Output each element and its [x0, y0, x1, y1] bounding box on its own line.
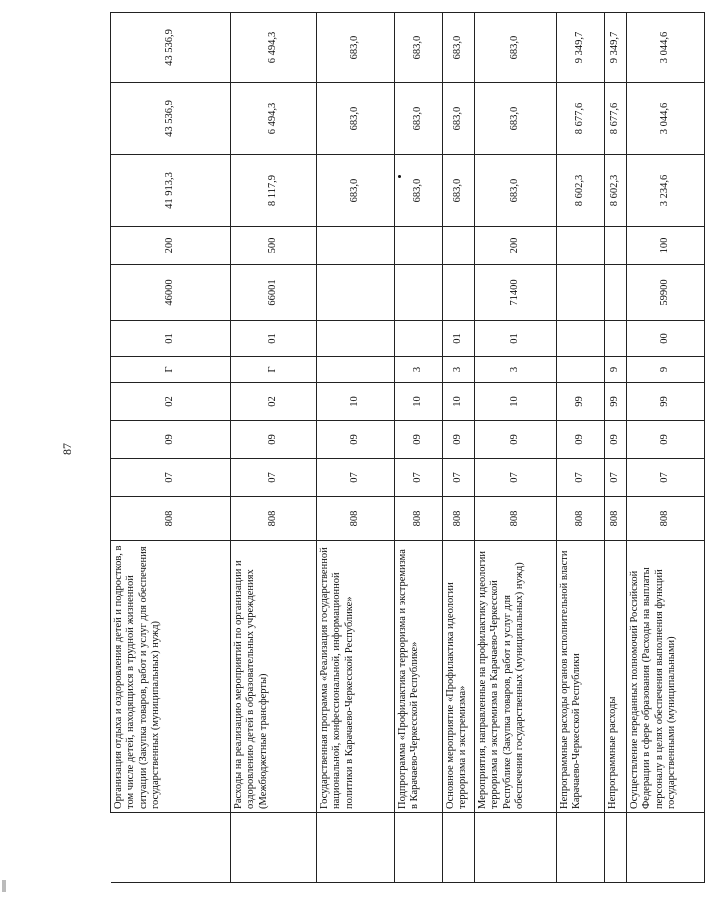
- cell-c1: 10: [475, 383, 557, 421]
- cell-c4: [557, 265, 605, 321]
- cell-v3: 9 349,7: [557, 13, 605, 83]
- cell-c3: 01: [443, 321, 475, 357]
- cell-c1: 10: [317, 383, 395, 421]
- cell-rz: 07: [605, 459, 627, 497]
- cell-v3: 43 536,9: [111, 13, 231, 83]
- cell-ved: 808: [627, 497, 705, 541]
- cell-v2: 683,0: [317, 83, 395, 155]
- blank-leading-cell: [627, 813, 705, 883]
- cell-c2: 9: [605, 357, 627, 383]
- cell-ved: 808: [231, 497, 317, 541]
- cell-c2: 3: [395, 357, 443, 383]
- blank-leading-cell: [475, 813, 557, 883]
- cell-c2: 3: [475, 357, 557, 383]
- cell-c4: [443, 265, 475, 321]
- cell-desc: Расходы на реализацию мероприятий по организации и оздоровлению детей в образовательных учреждениях (Межбюджетные трансферты): [231, 541, 317, 813]
- cell-desc: Непрограммные расходы: [605, 541, 627, 813]
- cell-c3: [557, 321, 605, 357]
- page-number: 87: [60, 443, 74, 455]
- cell-rz: 07: [111, 459, 231, 497]
- cell-desc: Непрограммные расходы органов исполнительной власти Карачаево-Черкесской Республики: [557, 541, 605, 813]
- cell-vr: 200: [111, 227, 231, 265]
- cell-c3: 01: [111, 321, 231, 357]
- cell-vr: [605, 227, 627, 265]
- cell-c3: [317, 321, 395, 357]
- cell-v3: 683,0: [395, 13, 443, 83]
- cell-c4: 66001: [231, 265, 317, 321]
- table-row: [475, 13, 557, 883]
- cell-c3: 00: [627, 321, 705, 357]
- cell-rz: 07: [627, 459, 705, 497]
- budget-table: [110, 12, 705, 883]
- cell-c1: 99: [627, 383, 705, 421]
- cell-pr: 09: [627, 421, 705, 459]
- blank-leading-cell: [395, 813, 443, 883]
- blank-leading-cell: [111, 813, 231, 883]
- cell-c2: Г: [231, 357, 317, 383]
- cell-v1: 683,0: [395, 155, 443, 227]
- cell-v2: 8 677,6: [605, 83, 627, 155]
- cell-c1: 99: [557, 383, 605, 421]
- cell-pr: 09: [475, 421, 557, 459]
- cell-c4: 46000: [111, 265, 231, 321]
- cell-pr: 09: [317, 421, 395, 459]
- cell-rz: 07: [557, 459, 605, 497]
- cell-desc: Основное мероприятие «Профилактика идеологии терроризма и экстремизма»: [443, 541, 475, 813]
- cell-rz: 07: [317, 459, 395, 497]
- cell-v2: 683,0: [443, 83, 475, 155]
- cell-c1: 10: [443, 383, 475, 421]
- cell-pr: 09: [395, 421, 443, 459]
- cell-c1: 10: [395, 383, 443, 421]
- cell-v2: 683,0: [475, 83, 557, 155]
- cell-c2: 3: [443, 357, 475, 383]
- cell-c3: 01: [231, 321, 317, 357]
- table-row: [231, 13, 317, 883]
- blank-leading-cell: [317, 813, 395, 883]
- cell-desc: Государственная программа «Реализация государственной национальной, конфессиональной, информационной политики в Карачаево-Черкесской Республике»: [317, 541, 395, 813]
- cell-v3: 9 349,7: [605, 13, 627, 83]
- cell-ved: 808: [605, 497, 627, 541]
- cell-v1: 8 117,9: [231, 155, 317, 227]
- cell-vr: [557, 227, 605, 265]
- cell-rz: 07: [231, 459, 317, 497]
- cell-vr: 500: [231, 227, 317, 265]
- cell-v2: 6 494,3: [231, 83, 317, 155]
- cell-c3: [605, 321, 627, 357]
- cell-c4: [317, 265, 395, 321]
- table-row: [395, 13, 443, 883]
- cell-v3: 683,0: [475, 13, 557, 83]
- cell-ved: 808: [111, 497, 231, 541]
- cell-ved: 808: [557, 497, 605, 541]
- cell-v2: 683,0: [395, 83, 443, 155]
- cell-c4: 71400: [475, 265, 557, 321]
- cell-rz: 07: [475, 459, 557, 497]
- table-row: [557, 13, 605, 883]
- cell-c3: 01: [475, 321, 557, 357]
- cell-pr: 09: [605, 421, 627, 459]
- cell-rz: 07: [443, 459, 475, 497]
- cell-c3: [395, 321, 443, 357]
- cell-c2: [317, 357, 395, 383]
- cell-v1: 41 913,3: [111, 155, 231, 227]
- cell-c1: 02: [231, 383, 317, 421]
- table-row: [605, 13, 627, 883]
- scan-edge-mark: [2, 880, 6, 892]
- cell-desc: Осуществление переданных полномочий Российской Федерации в сфере образования (Расходы на выплаты персоналу в целях обеспечения выполнения функций государственными (муниципальными): [627, 541, 705, 813]
- cell-vr: 100: [627, 227, 705, 265]
- cell-v1: 3 234,6: [627, 155, 705, 227]
- cell-v2: 3 044,6: [627, 83, 705, 155]
- cell-v1: 683,0: [317, 155, 395, 227]
- cell-pr: 09: [111, 421, 231, 459]
- cell-c2: 9: [627, 357, 705, 383]
- cell-desc: Мероприятия, направленные на профилактику идеологии терроризма и экстремизма в Карачаево-Черкесской Республике (Закупка товаров, работ и услуг для обеспечения государственных (муниципальных) нужд): [475, 541, 557, 813]
- cell-v1: 8 602,3: [557, 155, 605, 227]
- cell-c4: 59900: [627, 265, 705, 321]
- cell-v1: 8 602,3: [605, 155, 627, 227]
- cell-vr: [317, 227, 395, 265]
- cell-c4: [395, 265, 443, 321]
- cell-vr: [443, 227, 475, 265]
- cell-desc: Подпрограмма «Профилактика терроризма и экстремизма в Карачаево-Черкесской Республике»: [395, 541, 443, 813]
- cell-c4: [605, 265, 627, 321]
- cell-v3: 3 044,6: [627, 13, 705, 83]
- rotated-table-wrapper: [110, 13, 678, 883]
- cell-v1: 683,0: [475, 155, 557, 227]
- cell-v2: 43 536,9: [111, 83, 231, 155]
- cell-v3: 683,0: [317, 13, 395, 83]
- cell-v1: 683,0: [443, 155, 475, 227]
- cell-ved: 808: [395, 497, 443, 541]
- table-row: [443, 13, 475, 883]
- scan-speck: [398, 175, 401, 178]
- cell-c2: Г: [111, 357, 231, 383]
- cell-c1: 99: [605, 383, 627, 421]
- cell-vr: [395, 227, 443, 265]
- cell-ved: 808: [317, 497, 395, 541]
- cell-v2: 8 677,6: [557, 83, 605, 155]
- blank-leading-cell: [443, 813, 475, 883]
- table-row: [111, 13, 231, 883]
- cell-v3: 6 494,3: [231, 13, 317, 83]
- cell-desc: Организация отдыха и оздоровления детей и подростков, в том числе детей, находящихся в трудной жизненной ситуации (Закупка товаров, работ и услуг для обеспечения государственных (муниципальных) нужд): [111, 541, 231, 813]
- table-row: [317, 13, 395, 883]
- table-body: [111, 13, 705, 883]
- cell-c1: 02: [111, 383, 231, 421]
- cell-pr: 09: [231, 421, 317, 459]
- cell-ved: 808: [443, 497, 475, 541]
- blank-leading-cell: [231, 813, 317, 883]
- cell-v3: 683,0: [443, 13, 475, 83]
- blank-leading-cell: [605, 813, 627, 883]
- cell-rz: 07: [395, 459, 443, 497]
- cell-pr: 09: [557, 421, 605, 459]
- blank-leading-cell: [557, 813, 605, 883]
- cell-vr: 200: [475, 227, 557, 265]
- cell-ved: 808: [475, 497, 557, 541]
- cell-pr: 09: [443, 421, 475, 459]
- cell-c2: [557, 357, 605, 383]
- table-row: [627, 13, 705, 883]
